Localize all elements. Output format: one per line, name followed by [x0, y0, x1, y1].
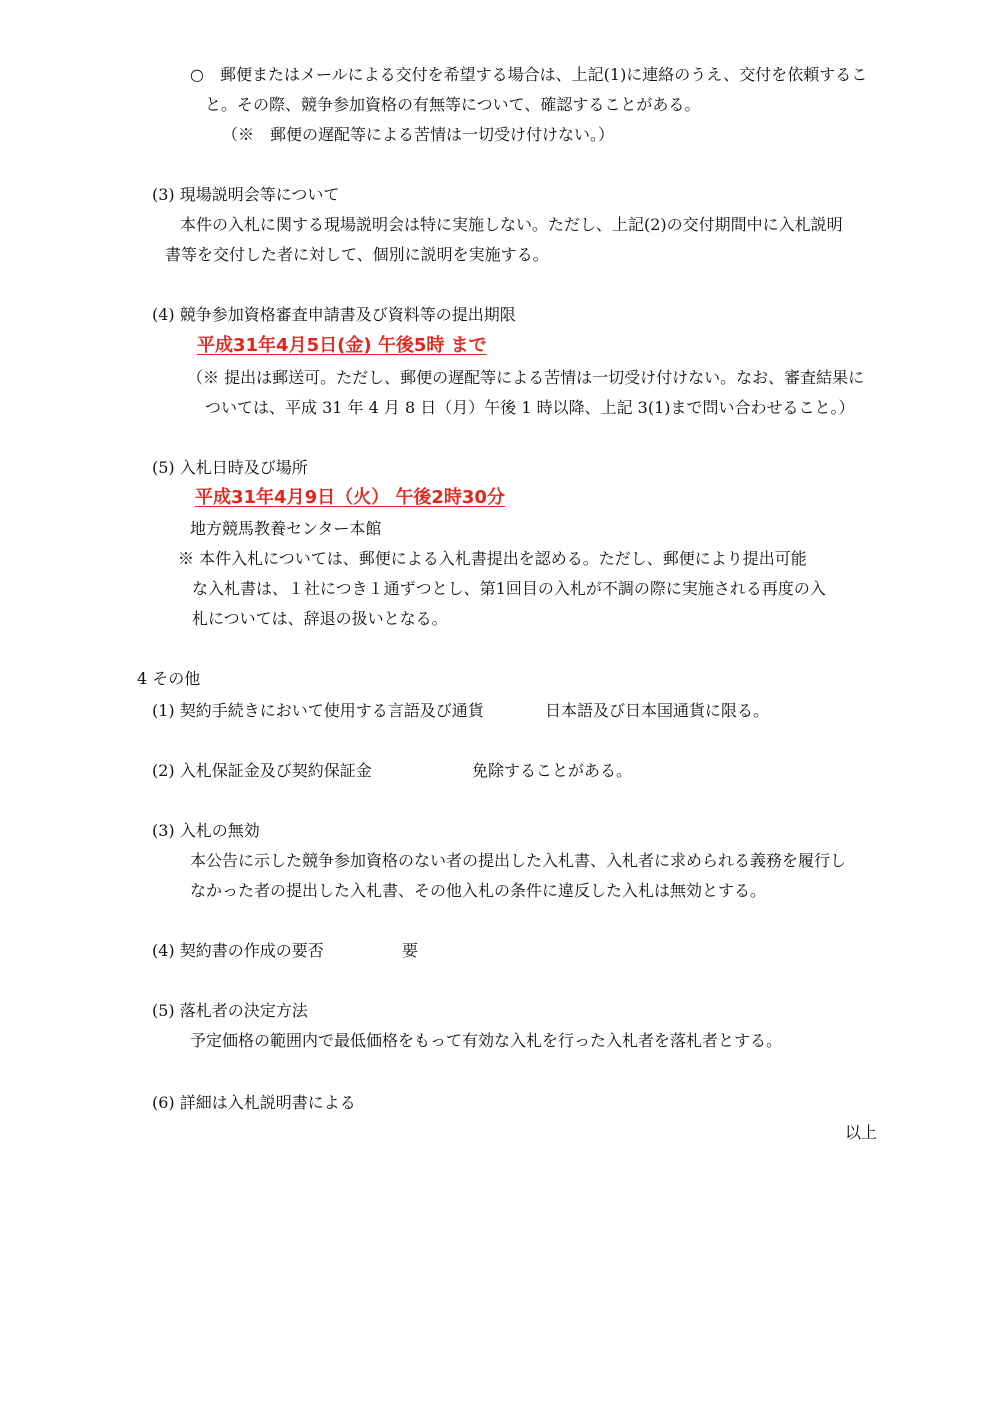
other-item-2-value: 免除することがある。 — [472, 761, 633, 780]
bid-place: 地方競馬教養センター本館 — [190, 519, 382, 538]
section-5-note-line-2: な入札書は、１社につき１通ずつとし、第1回目の入札が不調の際に実施される再度の入 — [192, 579, 826, 598]
section-5-note-line-3: 札については、辞退の扱いとなる。 — [192, 609, 448, 628]
mail-note-line-2: と。その際、競争参加資格の有無等について、確認することがある。 — [205, 95, 701, 114]
other-item-6-label: (6) 詳細は入札説明書による — [152, 1093, 356, 1112]
other-item-1-value: 日本語及び日本国通貨に限る。 — [545, 701, 770, 720]
mail-note-line-3: （※ 郵便の遅配等による苦情は一切受け付けない。） — [222, 125, 615, 144]
other-item-1-label: (1) 契約手続きにおいて使用する言語及び通貨 — [152, 701, 484, 720]
closing-mark: 以上 — [845, 1123, 878, 1142]
section-3-body-line-1: 本件の入札に関する現場説明会は特に実施しない。ただし、上記(2)の交付期間中に入札説明 — [180, 215, 843, 234]
other-item-3-line-1: 本公告に示した競争参加資格のない者の提出した入札書、入札者に求められる義務を履行し — [190, 851, 847, 870]
section-3-heading: (3) 現場説明会等について — [152, 185, 340, 204]
submission-deadline: 平成31年4月5日(金) 午後5時 まで — [197, 335, 487, 356]
section-4-note-line-1: （※ 提出は郵送可。ただし、郵便の遅配等による苦情は一切受け付けない。なお、審査結果に — [187, 368, 865, 387]
other-item-3-label: (3) 入札の無効 — [152, 821, 260, 840]
other-item-4-value: 要 — [402, 941, 419, 960]
other-item-3-line-2: なかった者の提出した入札書、その他入札の条件に違反した入札は無効とする。 — [190, 881, 767, 900]
other-item-2-label: (2) 入札保証金及び契約保証金 — [152, 761, 372, 780]
other-item-4-label: (4) 契約書の作成の要否 — [152, 941, 324, 960]
section-4-heading: (4) 競争参加資格審査申請書及び資料等の提出期限 — [152, 305, 516, 324]
section-3-body-line-2: 書等を交付した者に対して、個別に説明を実施する。 — [165, 245, 549, 264]
section-4-note-line-2: ついては、平成 31 年 4 月 8 日（月）午後 1 時以降、上記 3(1)まで問い合わせること。） — [205, 398, 855, 417]
other-item-5-label: (5) 落札者の決定方法 — [152, 1001, 308, 1020]
section-5-heading: (5) 入札日時及び場所 — [152, 458, 308, 477]
other-item-5-line-1: 予定価格の範囲内で最低価格をもって有効な入札を行った入札者を落札者とする。 — [190, 1031, 783, 1050]
bid-datetime: 平成31年4月9日（火） 午後2時30分 — [195, 487, 505, 508]
section-5-note-line-1: ※ 本件入札については、郵便による入札書提出を認める。ただし、郵便により提出可能 — [178, 549, 807, 568]
other-heading: 4 その他 — [137, 669, 201, 688]
mail-note-line-1: ○ 郵便またはメールによる交付を希望する場合は、上記(1)に連絡のうえ、交付を依頼するこ — [190, 65, 868, 84]
